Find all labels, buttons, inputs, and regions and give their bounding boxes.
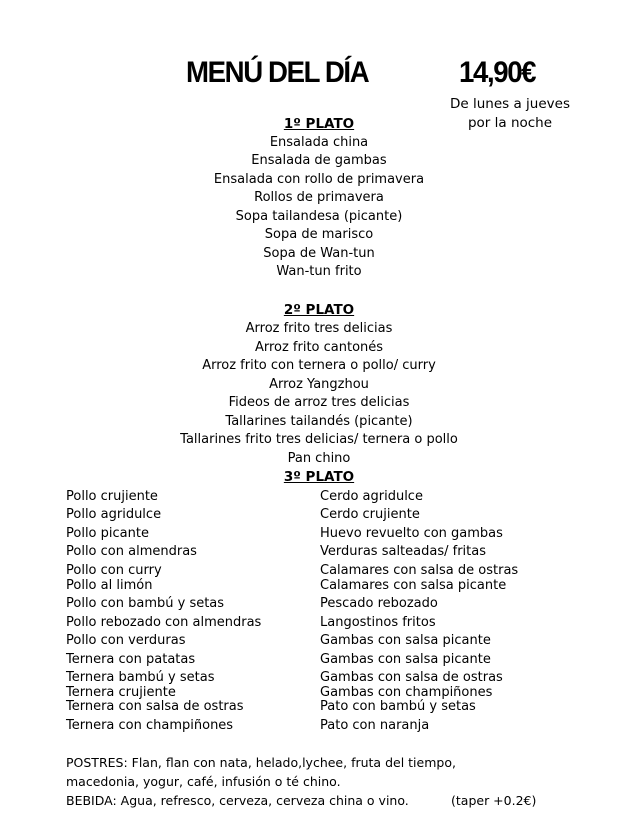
menu-item: Gambas con champiñones [320,685,493,700]
menu-item: Arroz frito cantonés [254,340,384,355]
drinks-line: BEBIDA: Agua, refresco, cerveza, cerveza china o vino. [66,793,409,808]
menu-item: Wan-tun frito [276,264,362,279]
menu-item: Pollo crujiente [66,489,158,504]
menu-item: Pollo agridulce [66,507,162,522]
menu-item: Pollo rebozado con almendras [66,615,262,630]
menu-item: Calamares con salsa picante [320,578,507,593]
menu-item: Rollos de primavera [254,190,384,205]
menu-item: Pollo al limón [66,578,153,593]
menu-item: Ensalada de gambas [251,153,387,168]
schedule-line-2: por la noche [467,115,553,131]
desserts-line-1: POSTRES: Flan, flan con nata, helado,lychee, fruta del tiempo, [66,755,456,770]
menu-item: Gambas con salsa de ostras [320,670,503,685]
menu-item: Langostinos fritos [320,615,436,630]
menu-item: Ternera con salsa de ostras [66,699,244,714]
menu-price: 14,90€ [459,56,536,89]
menu-item: Tallarines frito tres delicias/ ternera o pollo [180,432,458,447]
third-course-heading: 3º PLATO [283,469,355,485]
menu-item: Verduras salteadas/ fritas [320,544,486,559]
menu-item: Ternera crujiente [66,685,176,700]
menu-item: Tallarines tailandés (picante) [225,414,413,429]
menu-item: Ensalada china [269,135,369,150]
menu-item: Ternera con champiñones [66,718,234,733]
menu-item: Arroz frito con ternera o pollo/ curry [202,358,436,373]
menu-item: Ternera con patatas [66,652,196,667]
menu-item: Gambas con salsa picante [320,652,491,667]
menu-item: Pescado rebozado [320,596,438,611]
first-course-heading: 1º PLATO [283,116,355,132]
menu-item: Sopa de Wan-tun [263,246,375,261]
menu-item: Arroz frito tres delicias [245,321,393,336]
menu-item: Pollo picante [66,526,149,541]
menu-title: MENÚ DEL DÍA [186,56,369,89]
menu-item: Huevo revuelto con gambas [320,526,503,541]
takeaway-note: (taper +0.2€) [451,793,537,808]
menu-item: Pollo con curry [66,563,162,578]
menu-item: Pato con bambú y setas [320,699,476,714]
menu-item: Cerdo crujiente [320,507,420,522]
menu-item: Ensalada con rollo de primavera [213,172,425,187]
menu-item: Arroz Yangzhou [269,377,369,392]
menu-item: Pan chino [287,451,351,466]
menu-item: Ternera bambú y setas [66,670,215,685]
schedule-line-1: De lunes a jueves [450,96,570,112]
desserts-line-2: macedonia, yogur, café, infusión o té chino. [66,774,341,789]
menu-item: Fideos de arroz tres delicias [228,395,410,410]
menu-item: Sopa de marisco [264,227,374,242]
menu-item: Pollo con almendras [66,544,197,559]
menu-item: Sopa tailandesa (picante) [235,209,403,224]
menu-item: Calamares con salsa de ostras [320,563,519,578]
menu-item: Gambas con salsa picante [320,633,491,648]
second-course-heading: 2º PLATO [283,302,355,318]
menu-item: Pollo con bambú y setas [66,596,225,611]
menu-item: Pollo con verduras [66,633,186,648]
menu-item: Cerdo agridulce [320,489,423,504]
menu-item: Pato con naranja [320,718,430,733]
